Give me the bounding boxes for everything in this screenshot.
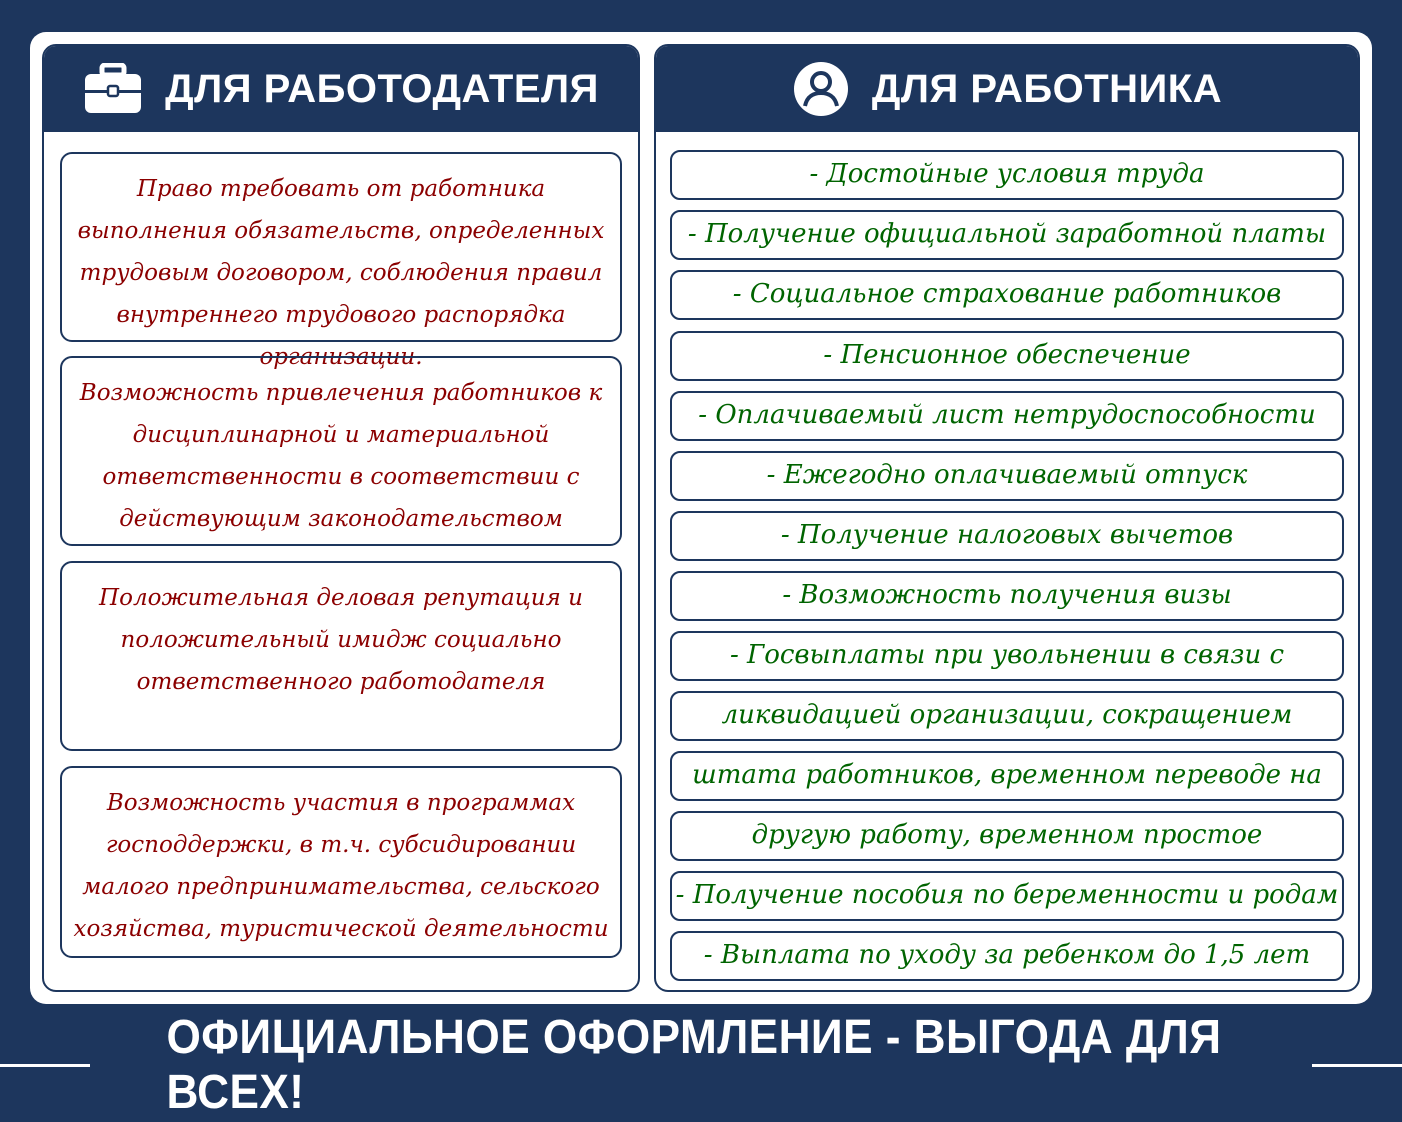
employee-header: [656, 46, 1358, 132]
employee-benefit-5: - Оплачиваемый лист нетрудоспособности: [670, 391, 1344, 441]
right-divider: [1312, 1064, 1402, 1067]
employee-benefit-14: - Выплата по уходу за ребенком до 1,5 лет: [670, 931, 1344, 981]
employee-benefit-9: - Госвыплаты при увольнении в связи с: [670, 631, 1344, 681]
briefcase-icon: [83, 63, 143, 115]
employer-header: [44, 46, 638, 132]
employer-benefit-3: Положительная деловая репутация и положительный имидж социально ответственного работодателя: [60, 561, 622, 751]
employer-benefit-2: Возможность привлечения работников к дисциплинарной и материальной ответственности в соответствии с действующим законодательством: [60, 356, 622, 546]
employee-benefit-6: - Ежегодно оплачиваемый отпуск: [670, 451, 1344, 501]
slogan-bar: [0, 1011, 1402, 1119]
left-divider: [0, 1064, 90, 1067]
employee-benefit-2: - Получение официальной заработной платы: [670, 210, 1344, 260]
employee-benefit-4: - Пенсионное обеспечение: [670, 331, 1344, 381]
employee-column: [654, 44, 1360, 992]
employee-benefit-1: - Достойные условия труда: [670, 150, 1344, 200]
employer-benefit-1: Право требовать от работника выполнения обязательств, определенных трудовым договором, соблюдения правил внутреннего трудового распорядка организации.: [60, 152, 622, 342]
user-icon: [792, 60, 850, 118]
slogan-text: ОФИЦИАЛЬНОЕ ОФОРМЛЕНИЕ - ВЫГОДА ДЛЯ ВСЕХ!: [166, 1011, 1222, 1119]
employee-benefit-7: - Получение налоговых вычетов: [670, 511, 1344, 561]
employee-benefit-10: ликвидацией организации, сокращением: [670, 691, 1344, 741]
employee-benefit-3: - Социальное страхование работников: [670, 270, 1344, 320]
employee-benefit-12: другую работу, временном простое: [670, 811, 1344, 861]
employer-benefit-4: Возможность участия в программах господдержки, в т.ч. субсидировании малого предпринимательства, сельского хозяйства, туристической деятельности: [60, 766, 622, 958]
employer-title: ДЛЯ РАБОТОДАТЕЛЯ: [165, 66, 599, 111]
employee-benefit-11: штата работников, временном переводе на: [670, 751, 1344, 801]
employee-benefit-13: - Получение пособия по беременности и родам: [670, 871, 1344, 921]
employee-benefit-8: - Возможность получения визы: [670, 571, 1344, 621]
employee-title: ДЛЯ РАБОТНИКА: [871, 66, 1223, 111]
employer-column: [42, 44, 640, 992]
